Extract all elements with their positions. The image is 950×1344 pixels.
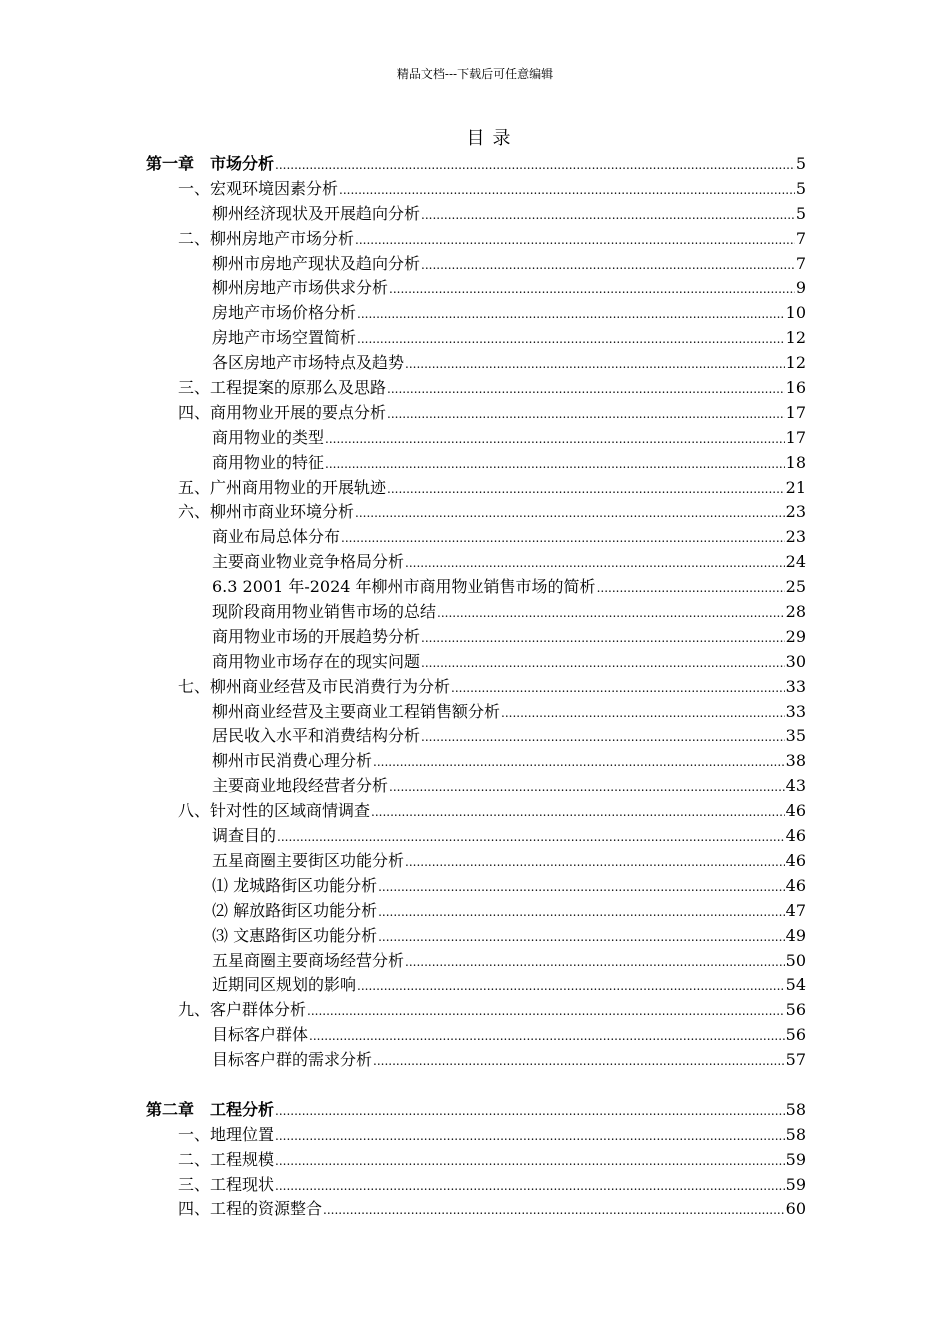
toc-subsection-row[interactable]	[146, 326, 806, 351]
toc-page-number: 57	[785, 1050, 806, 1070]
toc-page-number: 23	[785, 502, 806, 522]
toc-subsection-row[interactable]	[146, 426, 806, 451]
toc-subsection-row[interactable]	[146, 525, 806, 550]
toc-subsection-row[interactable]	[146, 849, 806, 874]
toc-page-number: 38	[785, 751, 806, 771]
toc-dot-leader	[405, 551, 785, 575]
toc-entry-title: 四、商用物业开展的要点分析	[178, 402, 387, 422]
toc-subsection-row[interactable]	[146, 650, 806, 675]
toc-subsection-row[interactable]	[146, 301, 806, 326]
toc-page-number: 23	[785, 527, 806, 547]
toc-entry-title: 居民收入水平和消费结构分析	[212, 726, 421, 746]
toc-page-number: 49	[785, 925, 806, 945]
toc-section-row[interactable]	[146, 476, 806, 501]
toc-page-number: 46	[785, 850, 806, 870]
toc-page-number: 56	[785, 1025, 806, 1045]
toc-dot-leader	[451, 676, 785, 700]
toc-dot-leader	[275, 1174, 785, 1198]
toc-page-number: 29	[785, 626, 806, 646]
toc-entry-title: 七、柳州商业经营及市民消费行为分析	[178, 676, 451, 696]
toc-page-number: 28	[785, 602, 806, 622]
toc-dot-leader	[387, 377, 785, 401]
table-of-contents	[146, 152, 806, 1222]
toc-page-number: 5	[795, 178, 806, 198]
toc-page-number: 25	[785, 577, 806, 597]
toc-entry-title: 第二章 工程分析	[146, 1099, 275, 1119]
toc-entry-title: 一、宏观环境因素分析	[178, 178, 339, 198]
toc-chapter-row[interactable]	[146, 1098, 806, 1123]
toc-section-row[interactable]	[146, 799, 806, 824]
toc-page-number: 16	[785, 378, 806, 398]
toc-dot-leader	[357, 302, 785, 326]
toc-dot-leader	[307, 999, 785, 1023]
toc-page-number: 54	[785, 975, 806, 995]
toc-section-row[interactable]	[146, 500, 806, 525]
toc-chapter-row[interactable]	[146, 152, 806, 177]
toc-subsection-row[interactable]	[146, 575, 806, 600]
toc-subsection-row[interactable]	[146, 600, 806, 625]
toc-section-row[interactable]	[146, 1148, 806, 1173]
toc-subsection-row[interactable]	[146, 202, 806, 227]
toc-page-number: 59	[785, 1174, 806, 1194]
toc-dot-leader	[357, 327, 785, 351]
toc-entry-title: 商用物业的特征	[212, 452, 325, 472]
toc-dot-leader	[275, 1149, 785, 1173]
toc-dot-leader	[389, 775, 785, 799]
toc-section-row[interactable]	[146, 177, 806, 202]
toc-page-number: 59	[785, 1149, 806, 1169]
toc-page-number: 21	[785, 477, 806, 497]
toc-page-number: 9	[795, 278, 806, 298]
toc-dot-leader	[421, 203, 795, 227]
toc-entry-title: 柳州市民消费心理分析	[212, 751, 373, 771]
toc-entry-title: 商用物业市场存在的现实问题	[212, 651, 421, 671]
toc-section-row[interactable]	[146, 998, 806, 1023]
toc-page-number: 46	[785, 801, 806, 821]
toc-page-number: 5	[795, 154, 806, 173]
toc-dot-leader	[323, 1198, 785, 1222]
toc-dot-leader	[325, 452, 785, 476]
toc-entry-title: 一、地理位置	[178, 1124, 275, 1144]
toc-page-number: 17	[785, 402, 806, 422]
toc-dot-leader	[339, 178, 795, 202]
toc-subsection-row[interactable]	[146, 949, 806, 974]
toc-entry-title: 六、柳州市商业环境分析	[178, 502, 355, 522]
toc-entry-title: 九、客户群体分析	[178, 1000, 307, 1020]
toc-entry-title: 柳州市房地产现状及趋向分析	[212, 253, 421, 273]
toc-page-number: 30	[785, 651, 806, 671]
toc-dot-leader	[405, 950, 785, 974]
toc-section-row[interactable]	[146, 1197, 806, 1222]
toc-page-number: 10	[785, 303, 806, 323]
toc-entry-title: 柳州房地产市场供求分析	[212, 278, 389, 298]
toc-dot-leader	[389, 277, 795, 301]
toc-page-number: 17	[785, 427, 806, 447]
toc-subsection-row[interactable]	[146, 252, 806, 277]
toc-dot-leader	[597, 576, 785, 600]
toc-dot-leader	[275, 1099, 785, 1123]
toc-entry-title: ⑴ 龙城路街区功能分析	[212, 875, 378, 895]
toc-dot-leader	[378, 900, 785, 924]
toc-entry-title: 各区房地产市场特点及趋势	[212, 353, 405, 373]
toc-entry-title: 主要商业地段经营者分析	[212, 776, 389, 796]
toc-dot-leader	[277, 825, 785, 849]
toc-dot-leader	[275, 1124, 785, 1148]
toc-dot-leader	[357, 974, 785, 998]
toc-entry-title: 调查目的	[212, 826, 277, 846]
toc-entry-title: 房地产市场价格分析	[212, 303, 357, 323]
toc-dot-leader	[501, 701, 785, 725]
toc-subsection-row[interactable]	[146, 1048, 806, 1073]
toc-page-number: 7	[795, 253, 806, 273]
toc-dot-leader	[387, 402, 785, 426]
toc-subsection-row[interactable]	[146, 724, 806, 749]
toc-entry-title: 近期同区规划的影响	[212, 975, 357, 995]
toc-page-number: 35	[785, 726, 806, 746]
toc-title: 目录	[466, 128, 519, 149]
toc-dot-leader	[275, 153, 795, 177]
toc-entry-title: 现阶段商用物业销售市场的总结	[212, 602, 437, 622]
toc-subsection-row[interactable]	[146, 824, 806, 849]
toc-page-number: 24	[785, 552, 806, 572]
toc-entry-title: 柳州经济现状及开展趋向分析	[212, 203, 421, 223]
page-header: 精品文档---下载后可任意编辑	[396, 67, 554, 81]
toc-section-row[interactable]	[146, 227, 806, 252]
toc-dot-leader	[437, 601, 785, 625]
toc-dot-leader	[325, 427, 785, 451]
toc-entry-title: 二、柳州房地产市场分析	[178, 228, 355, 248]
toc-dot-leader	[378, 925, 785, 949]
toc-entry-title: 五、广州商用物业的开展轨迹	[178, 477, 387, 497]
toc-dot-leader	[405, 850, 785, 874]
toc-entry-title: 房地产市场空置简析	[212, 328, 357, 348]
toc-entry-title: 目标客户群的需求分析	[212, 1050, 373, 1070]
toc-page-number: 12	[785, 328, 806, 348]
toc-subsection-row[interactable]	[146, 749, 806, 774]
toc-subsection-row[interactable]	[146, 351, 806, 376]
toc-section-row[interactable]	[146, 1173, 806, 1198]
toc-entry-title: 三、工程现状	[178, 1174, 275, 1194]
toc-subsection-row[interactable]	[146, 276, 806, 301]
toc-subsection-row[interactable]	[146, 973, 806, 998]
toc-dot-leader	[387, 477, 785, 501]
toc-entry-title: 八、针对性的区域商情调查	[178, 801, 371, 821]
toc-dot-leader	[355, 228, 795, 252]
toc-page-number: 56	[785, 1000, 806, 1020]
toc-page-number: 12	[785, 353, 806, 373]
toc-page-number: 33	[785, 676, 806, 696]
toc-section-row[interactable]	[146, 376, 806, 401]
toc-dot-leader	[355, 501, 785, 525]
toc-dot-leader	[421, 651, 785, 675]
toc-subsection-row[interactable]	[146, 550, 806, 575]
toc-entry-title: 商用物业市场的开展趋势分析	[212, 626, 421, 646]
toc-section-row[interactable]	[146, 675, 806, 700]
toc-entry-title: 主要商业物业竞争格局分析	[212, 552, 405, 572]
toc-subsection-row[interactable]	[146, 451, 806, 476]
toc-page-number: 58	[785, 1124, 806, 1144]
toc-entry-title: 6.3 2001 年-2024 年柳州市商用物业销售市场的简析	[212, 577, 596, 597]
toc-entry-title: 五星商圈主要商场经营分析	[212, 950, 405, 970]
toc-section-row[interactable]	[146, 1123, 806, 1148]
toc-dot-leader	[421, 626, 785, 650]
toc-subsection-row[interactable]	[146, 774, 806, 799]
toc-page-number: 18	[785, 452, 806, 472]
toc-section-row[interactable]	[146, 401, 806, 426]
toc-page-number: 33	[785, 701, 806, 721]
toc-dot-leader	[405, 352, 785, 376]
toc-dot-leader	[421, 725, 785, 749]
toc-page-number: 46	[785, 875, 806, 895]
toc-subsection-row[interactable]	[146, 625, 806, 650]
toc-subsection-row[interactable]	[146, 899, 806, 924]
toc-entry-title: 商业布局总体分布	[212, 527, 341, 547]
toc-dot-leader	[378, 875, 785, 899]
toc-subsection-row[interactable]	[146, 700, 806, 725]
toc-dot-leader	[373, 1049, 785, 1073]
toc-entry-title: 第一章 市场分析	[146, 154, 275, 173]
toc-dot-leader	[341, 526, 785, 550]
toc-page-number: 43	[785, 776, 806, 796]
toc-page-number: 47	[785, 900, 806, 920]
toc-subsection-row[interactable]	[146, 924, 806, 949]
toc-page-number: 46	[785, 826, 806, 846]
toc-dot-leader	[371, 800, 785, 824]
toc-entry-title: 四、工程的资源整合	[178, 1199, 323, 1219]
toc-subsection-row[interactable]	[146, 1023, 806, 1048]
toc-entry-title: 目标客户群体	[212, 1025, 309, 1045]
toc-page-number: 50	[785, 950, 806, 970]
toc-dot-leader	[421, 253, 795, 277]
toc-entry-title: 二、工程规模	[178, 1149, 275, 1169]
toc-subsection-row[interactable]	[146, 874, 806, 899]
toc-page-number: 60	[785, 1199, 806, 1219]
toc-page-number: 7	[795, 228, 806, 248]
toc-dot-leader	[373, 750, 785, 774]
toc-dot-leader	[309, 1024, 785, 1048]
toc-entry-title: ⑵ 解放路街区功能分析	[212, 900, 378, 920]
toc-entry-title: 柳州商业经营及主要商业工程销售额分析	[212, 701, 501, 721]
toc-entry-title: 五星商圈主要街区功能分析	[212, 850, 405, 870]
toc-entry-title: ⑶ 文惠路街区功能分析	[212, 925, 378, 945]
toc-entry-title: 三、工程提案的原那么及思路	[178, 378, 387, 398]
toc-page-number: 5	[795, 203, 806, 223]
toc-entry-title: 商用物业的类型	[212, 427, 325, 447]
toc-page-number: 58	[785, 1099, 806, 1119]
